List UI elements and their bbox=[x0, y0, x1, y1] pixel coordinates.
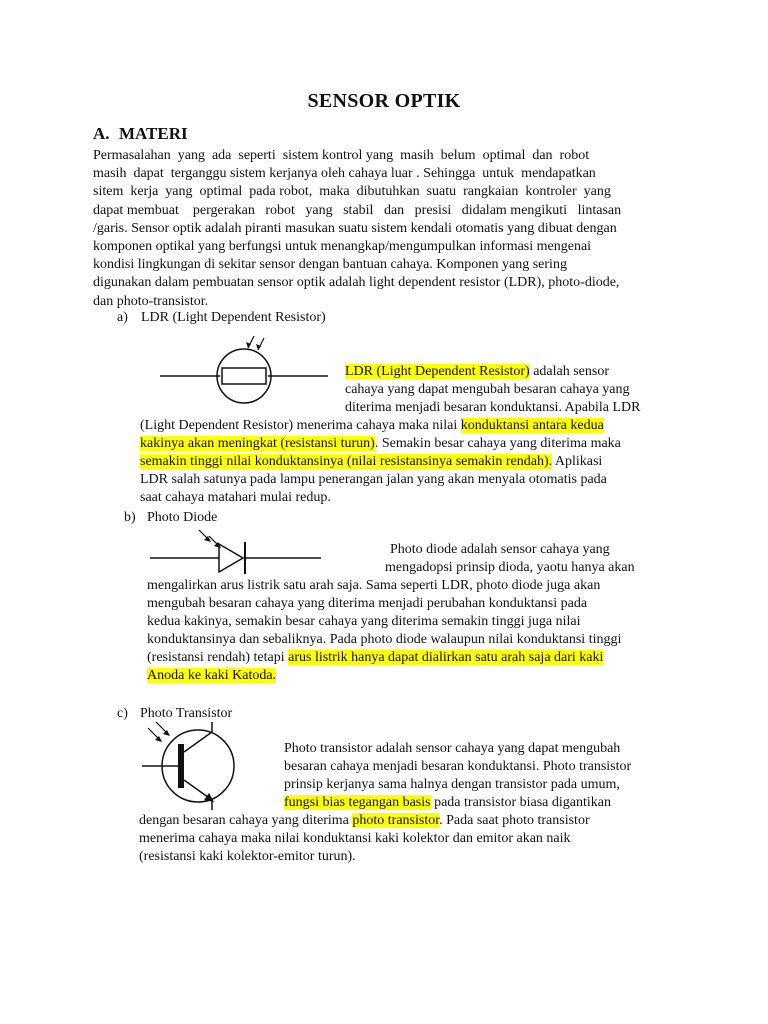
text-segment: . Pada saat photo transistor bbox=[439, 813, 590, 828]
text-segment: LDR salah satunya pada lampu penerangan jalan yang akan menyala otomatis pada bbox=[140, 472, 607, 487]
text-segment: adalah sensor bbox=[529, 364, 609, 379]
paragraph-line bbox=[284, 740, 620, 758]
text-segment: dengan besaran cahaya yang diterima bbox=[139, 813, 353, 828]
paragraph-line bbox=[147, 631, 621, 649]
highlighted-text: Anoda ke kaki Katoda. bbox=[147, 668, 277, 683]
paragraph-line bbox=[140, 435, 621, 453]
page-title: SENSOR OPTIK bbox=[307, 90, 461, 112]
intro-line: masih dapat terganggu sistem kerjanya oleh cahaya luar . Sehingga untuk mendapatkan bbox=[93, 166, 596, 182]
paragraph-line bbox=[390, 541, 610, 559]
paragraph-line bbox=[139, 812, 590, 830]
item-marker-a: a) bbox=[117, 310, 128, 325]
paragraph-line bbox=[147, 613, 580, 631]
text-segment: kedua kakinya, semakin besar cahaya yang diterima semakin tinggi juga nilai bbox=[147, 614, 581, 629]
item-heading-ldr: LDR (Light Dependent Resistor) bbox=[141, 310, 326, 325]
highlighted-text: fungsi bias tegangan basis bbox=[284, 795, 431, 810]
text-segment: Photo diode adalah sensor cahaya yang bbox=[390, 542, 610, 557]
paragraph-line bbox=[284, 794, 611, 812]
phototransistor-symbol-icon bbox=[138, 722, 248, 814]
highlighted-text: LDR (Light Dependent Resistor) bbox=[345, 364, 530, 379]
text-segment: pada transistor biasa digantikan bbox=[430, 795, 611, 810]
paragraph-line bbox=[345, 381, 630, 399]
item-heading-photodiode: Photo Diode bbox=[147, 510, 218, 525]
text-segment: diterima menjadi besaran konduktansi. Apabila LDR bbox=[345, 400, 641, 415]
text-segment: menerima cahaya maka nilai konduktansi kaki kolektor dan emitor akan naik bbox=[139, 831, 571, 846]
text-segment: (resistansi kaki kolektor-emitor turun). bbox=[139, 849, 356, 864]
paragraph-line bbox=[140, 471, 607, 489]
paragraph-line bbox=[345, 399, 640, 417]
intro-line: dan photo-transistor. bbox=[93, 293, 209, 309]
paragraph-line bbox=[284, 776, 620, 794]
intro-line: komponen optikal yang berfungsi untuk menangkap/mengumpulkan informasi mengenai bbox=[93, 239, 592, 254]
paragraph-line bbox=[140, 417, 604, 435]
text-segment: (resistansi rendah) tetapi bbox=[147, 650, 289, 665]
paragraph-line bbox=[284, 758, 631, 776]
text-segment: besaran cahaya menjadi besaran konduktansi. Photo transistor bbox=[284, 759, 632, 774]
paragraph-line bbox=[147, 595, 587, 613]
paragraph-line bbox=[385, 559, 635, 577]
paragraph-line bbox=[140, 489, 331, 507]
highlighted-text: arus listrik hanya dapat dialirkan satu arah saja dari kaki bbox=[288, 650, 604, 665]
text-segment: mengubah besaran cahaya yang diterima menjadi perubahan konduktansi pada bbox=[147, 596, 588, 611]
section-marker: A. bbox=[93, 124, 110, 143]
text-segment: cahaya yang dapat mengubah besaran cahaya yang bbox=[345, 382, 630, 397]
item-marker-c: c) bbox=[117, 706, 128, 721]
section-heading: MATERI bbox=[119, 124, 188, 143]
item-heading-phototransistor: Photo Transistor bbox=[140, 706, 233, 721]
text-segment: konduktansinya dan sebaliknya. Pada photo diode walaupun nilai konduktansi tinggi bbox=[147, 632, 622, 647]
text-segment: Aplikasi bbox=[552, 454, 603, 469]
text-segment: prinsip kerjanya sama halnya dengan transistor pada umum, bbox=[284, 777, 620, 792]
intro-line: dapat membuat pergerakan robot yang stabil dan presisi didalam mengikuti lintasan bbox=[93, 202, 622, 218]
intro-line: digunakan dalam pembuatan sensor optik adalah light dependent resistor (LDR), photo-diode, bbox=[93, 275, 620, 291]
paragraph-line bbox=[345, 363, 609, 381]
text-segment: . Semakin besar cahaya yang diterima maka bbox=[374, 436, 621, 451]
text-segment: (Light Dependent Resistor) menerima cahaya maka nilai bbox=[140, 418, 461, 433]
highlighted-text: semakin tinggi nilai konduktansinya (nilai resistansinya semakin rendah). bbox=[140, 454, 553, 469]
intro-line: Permasalahan yang ada seperti sistem kontrol yang masih belum optimal dan robot bbox=[93, 148, 590, 163]
paragraph-line bbox=[139, 848, 356, 866]
ldr-symbol-icon bbox=[150, 330, 340, 420]
text-segment: mengalirkan arus listrik satu arah saja. Sama seperti LDR, photo diode juga akan bbox=[147, 578, 601, 593]
intro-line: sitem kerja yang optimal pada robot, maka dibutuhkan suatu rangkaian kontroler yang bbox=[93, 184, 611, 200]
paragraph-line bbox=[147, 577, 600, 595]
text-segment: saat cahaya matahari mulai redup. bbox=[140, 490, 331, 505]
text-segment: Photo transistor adalah sensor cahaya yang dapat mengubah bbox=[284, 741, 621, 756]
highlighted-text: konduktansi antara kedua bbox=[460, 418, 604, 433]
paragraph-line bbox=[140, 453, 602, 471]
item-marker-b: b) bbox=[124, 510, 136, 525]
paragraph-line bbox=[147, 667, 276, 685]
highlighted-text: kakinya akan meningkat (resistansi turun) bbox=[140, 436, 375, 451]
paragraph-line bbox=[147, 649, 603, 667]
highlighted-text: photo transistor bbox=[352, 813, 440, 828]
paragraph-line bbox=[139, 830, 571, 848]
intro-line: kondisi lingkungan di sekitar sensor dengan bantuan cahaya. Komponen yang sering bbox=[93, 257, 567, 273]
text-segment: mengadopsi prinsip dioda, yaotu hanya akan bbox=[385, 560, 635, 575]
intro-line: /garis. Sensor optik adalah piranti masukan suatu sistem kendali otomatis yang dibuat dengan bbox=[93, 220, 617, 236]
